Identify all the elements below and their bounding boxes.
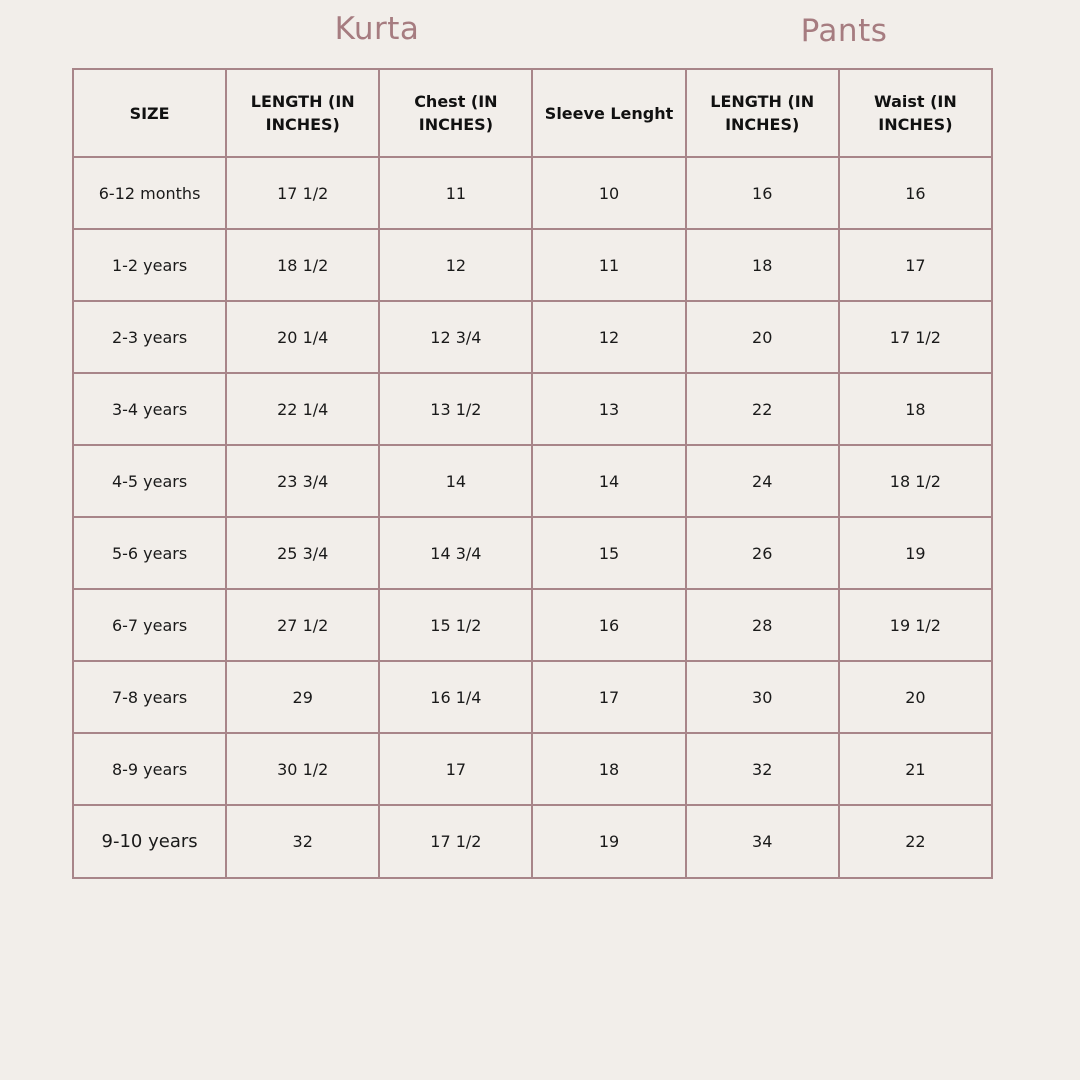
size-cell: 8-9 years (73, 733, 226, 805)
table-row (73, 157, 992, 229)
size-cell: 4-5 years (73, 445, 226, 517)
pants-length-cell: 20 (686, 301, 839, 373)
table-row (73, 661, 992, 733)
pants-length-cell: 24 (686, 445, 839, 517)
kurta-length-cell: 20 1/4 (226, 301, 379, 373)
header-kurta-chest: Chest (IN INCHES) (379, 69, 532, 157)
pants-length-cell: 22 (686, 373, 839, 445)
kurta-chest-cell: 14 (379, 445, 532, 517)
kurta-chest-cell: 12 3/4 (379, 301, 532, 373)
pants-length-cell: 18 (686, 229, 839, 301)
kurta-chest-cell: 13 1/2 (379, 373, 532, 445)
pants-waist-cell: 16 (839, 157, 992, 229)
kurta-sleeve-cell: 14 (532, 445, 685, 517)
pants-waist-cell: 18 1/2 (839, 445, 992, 517)
size-cell: 6-7 years (73, 589, 226, 661)
kurta-chest-cell: 16 1/4 (379, 661, 532, 733)
size-cell: 1-2 years (73, 229, 226, 301)
size-cell: 3-4 years (73, 373, 226, 445)
kurta-length-cell: 22 1/4 (226, 373, 379, 445)
table-row (73, 517, 992, 589)
header-row (73, 69, 992, 157)
header-pants-waist: Waist (IN INCHES) (839, 69, 992, 157)
size-cell: 2-3 years (73, 301, 226, 373)
pants-waist-cell: 17 1/2 (839, 301, 992, 373)
table-row (73, 733, 992, 805)
header-size: SIZE (73, 69, 226, 157)
table-row (73, 445, 992, 517)
header-pants-length: LENGTH (IN INCHES) (686, 69, 839, 157)
pants-waist-cell: 19 (839, 517, 992, 589)
pants-length-cell: 34 (686, 805, 839, 878)
header-kurta-length: LENGTH (IN INCHES) (226, 69, 379, 157)
pants-length-cell: 28 (686, 589, 839, 661)
kurta-chest-cell: 17 (379, 733, 532, 805)
kurta-sleeve-cell: 19 (532, 805, 685, 878)
kurta-length-cell: 30 1/2 (226, 733, 379, 805)
size-cell: 5-6 years (73, 517, 226, 589)
kurta-sleeve-cell: 16 (532, 589, 685, 661)
kurta-chest-cell: 17 1/2 (379, 805, 532, 878)
header-kurta-sleeve-length: Sleeve Lenght (532, 69, 685, 157)
kurta-length-cell: 27 1/2 (226, 589, 379, 661)
kurta-length-cell: 23 3/4 (226, 445, 379, 517)
kurta-chest-cell: 11 (379, 157, 532, 229)
table-row (73, 373, 992, 445)
pants-waist-cell: 19 1/2 (839, 589, 992, 661)
table-row (73, 805, 992, 878)
pants-length-cell: 30 (686, 661, 839, 733)
kurta-sleeve-cell: 15 (532, 517, 685, 589)
kurta-length-cell: 29 (226, 661, 379, 733)
size-cell: 6-12 months (73, 157, 226, 229)
kurta-length-cell: 17 1/2 (226, 157, 379, 229)
kurta-sleeve-cell: 10 (532, 157, 685, 229)
pants-title: Pants (800, 13, 888, 49)
kurta-length-cell: 25 3/4 (226, 517, 379, 589)
kurta-length-cell: 18 1/2 (226, 229, 379, 301)
kurta-sleeve-cell: 12 (532, 301, 685, 373)
kurta-sleeve-cell: 13 (532, 373, 685, 445)
kurta-chest-cell: 15 1/2 (379, 589, 532, 661)
size-cell: 9-10 years (73, 805, 226, 878)
kurta-length-cell: 32 (226, 805, 379, 878)
size-chart-table (72, 68, 993, 879)
pants-waist-cell: 22 (839, 805, 992, 878)
table-row (73, 589, 992, 661)
pants-waist-cell: 20 (839, 661, 992, 733)
pants-waist-cell: 21 (839, 733, 992, 805)
kurta-title: Kurta (334, 11, 420, 47)
pants-length-cell: 16 (686, 157, 839, 229)
pants-length-cell: 26 (686, 517, 839, 589)
kurta-chest-cell: 12 (379, 229, 532, 301)
kurta-sleeve-cell: 11 (532, 229, 685, 301)
kurta-sleeve-cell: 17 (532, 661, 685, 733)
size-cell: 7-8 years (73, 661, 226, 733)
table-row (73, 301, 992, 373)
table-row (73, 229, 992, 301)
pants-waist-cell: 17 (839, 229, 992, 301)
kurta-chest-cell: 14 3/4 (379, 517, 532, 589)
kurta-sleeve-cell: 18 (532, 733, 685, 805)
pants-length-cell: 32 (686, 733, 839, 805)
pants-waist-cell: 18 (839, 373, 992, 445)
